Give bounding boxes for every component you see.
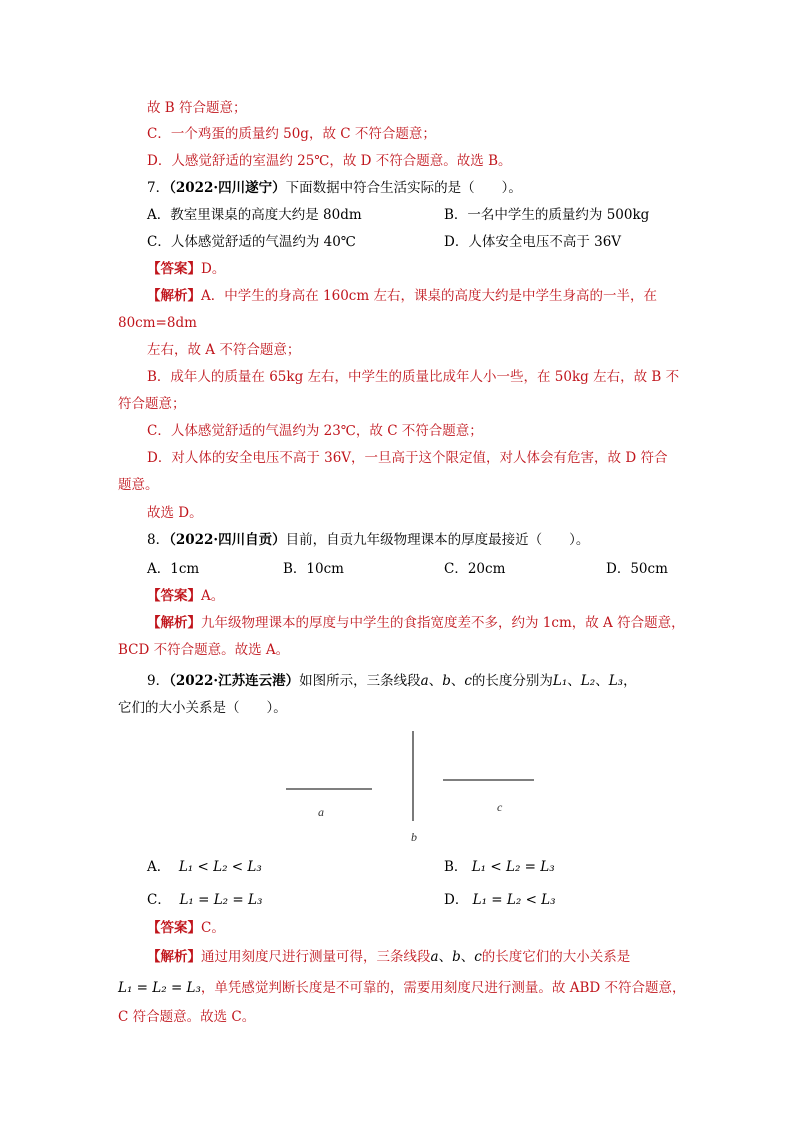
explanation-line: 左右，故 A 不符合题意；	[147, 342, 301, 358]
question-text: 如图所示，三条线段	[299, 673, 421, 689]
text-line: C．一个鸡蛋的质量约 50g，故 C 不符合题意；	[147, 126, 436, 142]
explanation-line: 符合题意；	[118, 396, 186, 412]
var-c: c	[464, 673, 472, 689]
separator: 、	[567, 673, 581, 689]
explanation-text: ，单凭感觉判断长度是不可靠的，需要用刻度尺进行测量。故 ABD 不符合题意，	[200, 980, 686, 996]
option-a	[147, 857, 262, 877]
question-7-stem	[147, 178, 522, 198]
explanation-line: BCD 不符合题意。故选 A。	[118, 642, 290, 658]
answer-line	[147, 918, 225, 938]
question-source: （2022·江苏连云港）	[169, 673, 300, 689]
option-d: D．50cm	[606, 561, 668, 577]
answer-value: D。	[201, 261, 226, 277]
option-label: A．	[147, 859, 171, 875]
question-source: （2022·四川遂宁）	[169, 180, 286, 196]
separator: ，	[623, 673, 637, 689]
question-source: （2022·四川自贡）	[169, 532, 286, 548]
explanation-tag: 【解析】	[147, 615, 201, 631]
explanation-line	[147, 286, 657, 306]
option-d: D．人体安全电压不高于 36V	[444, 234, 622, 250]
explanation-line	[118, 978, 686, 998]
answer-value: A。	[201, 588, 225, 604]
explanation-line: C 符合题意。故选 C。	[118, 1009, 256, 1025]
var-l2: L₂	[580, 673, 596, 689]
separator: 、	[595, 673, 609, 689]
explanation-line: D．对人体的安全电压不高于 36V，一旦高于这个限定值，对人体会有危害，故 D 符合	[147, 450, 668, 466]
separator: 、	[450, 673, 465, 689]
option-b: B．10cm	[283, 561, 344, 577]
explanation-text: 的长度它们的大小关系是	[481, 949, 631, 965]
answer-line	[147, 586, 224, 606]
answer-line	[147, 259, 225, 279]
question-8-stem	[147, 530, 589, 550]
option-a: A．1cm	[147, 561, 200, 577]
answer-value: C。	[201, 920, 225, 936]
option-formula: L₁ < L₂ < L₃	[178, 859, 262, 875]
formula: L₁ = L₂ = L₃	[118, 980, 201, 996]
question-number: 7．	[147, 180, 170, 196]
option-d	[444, 890, 556, 910]
explanation-line: C．人体感觉舒适的气温约为 23℃，故 C 不符合题意；	[147, 423, 483, 439]
label-b: b	[411, 830, 417, 844]
question-text: 下面数据中符合生活实际的是（ ）。	[285, 180, 522, 196]
option-a: A．教室里课桌的高度大约是 80dm	[147, 207, 362, 223]
option-b: B．一名中学生的质量约为 500kg	[444, 207, 650, 223]
answer-tag: 【答案】	[147, 588, 201, 604]
question-number: 9．	[147, 673, 170, 689]
var-l3: L₃	[608, 673, 624, 689]
explanation-tag: 【解析】	[147, 949, 201, 965]
var-l1: L₁	[552, 673, 568, 689]
option-label: D．	[444, 892, 469, 908]
option-formula: L₁ < L₂ = L₃	[471, 859, 555, 875]
option-label: C．	[147, 892, 171, 908]
explanation-tag: 【解析】	[147, 288, 201, 304]
option-c: C．20cm	[444, 561, 506, 577]
label-c: c	[497, 800, 503, 814]
explanation-line	[147, 947, 630, 967]
option-c	[147, 890, 262, 910]
separator: 、	[428, 673, 443, 689]
explanation-line: 题意。	[118, 477, 159, 493]
separator: 、	[438, 949, 453, 965]
explanation-text: 通过用刻度尺进行测量可得，三条线段	[201, 949, 431, 965]
explanation-line: 80cm=8dm	[118, 315, 197, 331]
option-formula: L₁ = L₂ = L₃	[179, 892, 263, 908]
question-text: 它们的大小关系是（ ）。	[118, 700, 287, 716]
question-text: 目前，自贡九年级物理课本的厚度最接近（ ）。	[285, 532, 590, 548]
var-a: a	[420, 673, 429, 689]
explanation-line: 故选 D。	[147, 505, 203, 521]
explanation-text: 九年级物理课本的厚度与中学生的食指宽度差不多，约为 1cm，故 A 符合题意，	[201, 615, 685, 631]
option-b	[444, 857, 555, 877]
answer-tag: 【答案】	[147, 920, 201, 936]
var-c: c	[474, 949, 482, 965]
text-line: 故 B 符合题意；	[147, 100, 247, 116]
question-text: 的长度分别为	[471, 673, 553, 689]
var-b: b	[442, 673, 451, 689]
explanation-line	[147, 613, 685, 633]
var-a: a	[430, 949, 439, 965]
question-number: 8．	[147, 532, 170, 548]
option-label: B．	[444, 859, 468, 875]
explanation-line: B．成年人的质量在 65kg 左右，中学生的质量比成年人小一些，在 50kg 左右，故 B 不	[147, 369, 680, 385]
var-b: b	[452, 949, 461, 965]
option-c: C．人体感觉舒适的气温约为 40℃	[147, 234, 356, 250]
line-segments-figure	[270, 725, 550, 850]
label-a: a	[318, 805, 324, 819]
explanation-text: A．中学生的身高在 160cm 左右，课桌的高度大约是中学生身高的一半，在	[201, 288, 657, 304]
option-formula: L₁ = L₂ < L₃	[472, 892, 556, 908]
answer-tag: 【答案】	[147, 261, 201, 277]
separator: 、	[460, 949, 475, 965]
text-line: D．人感觉舒适的室温约 25℃，故 D 不符合题意。故选 B。	[147, 153, 512, 169]
question-9-stem	[147, 671, 637, 691]
